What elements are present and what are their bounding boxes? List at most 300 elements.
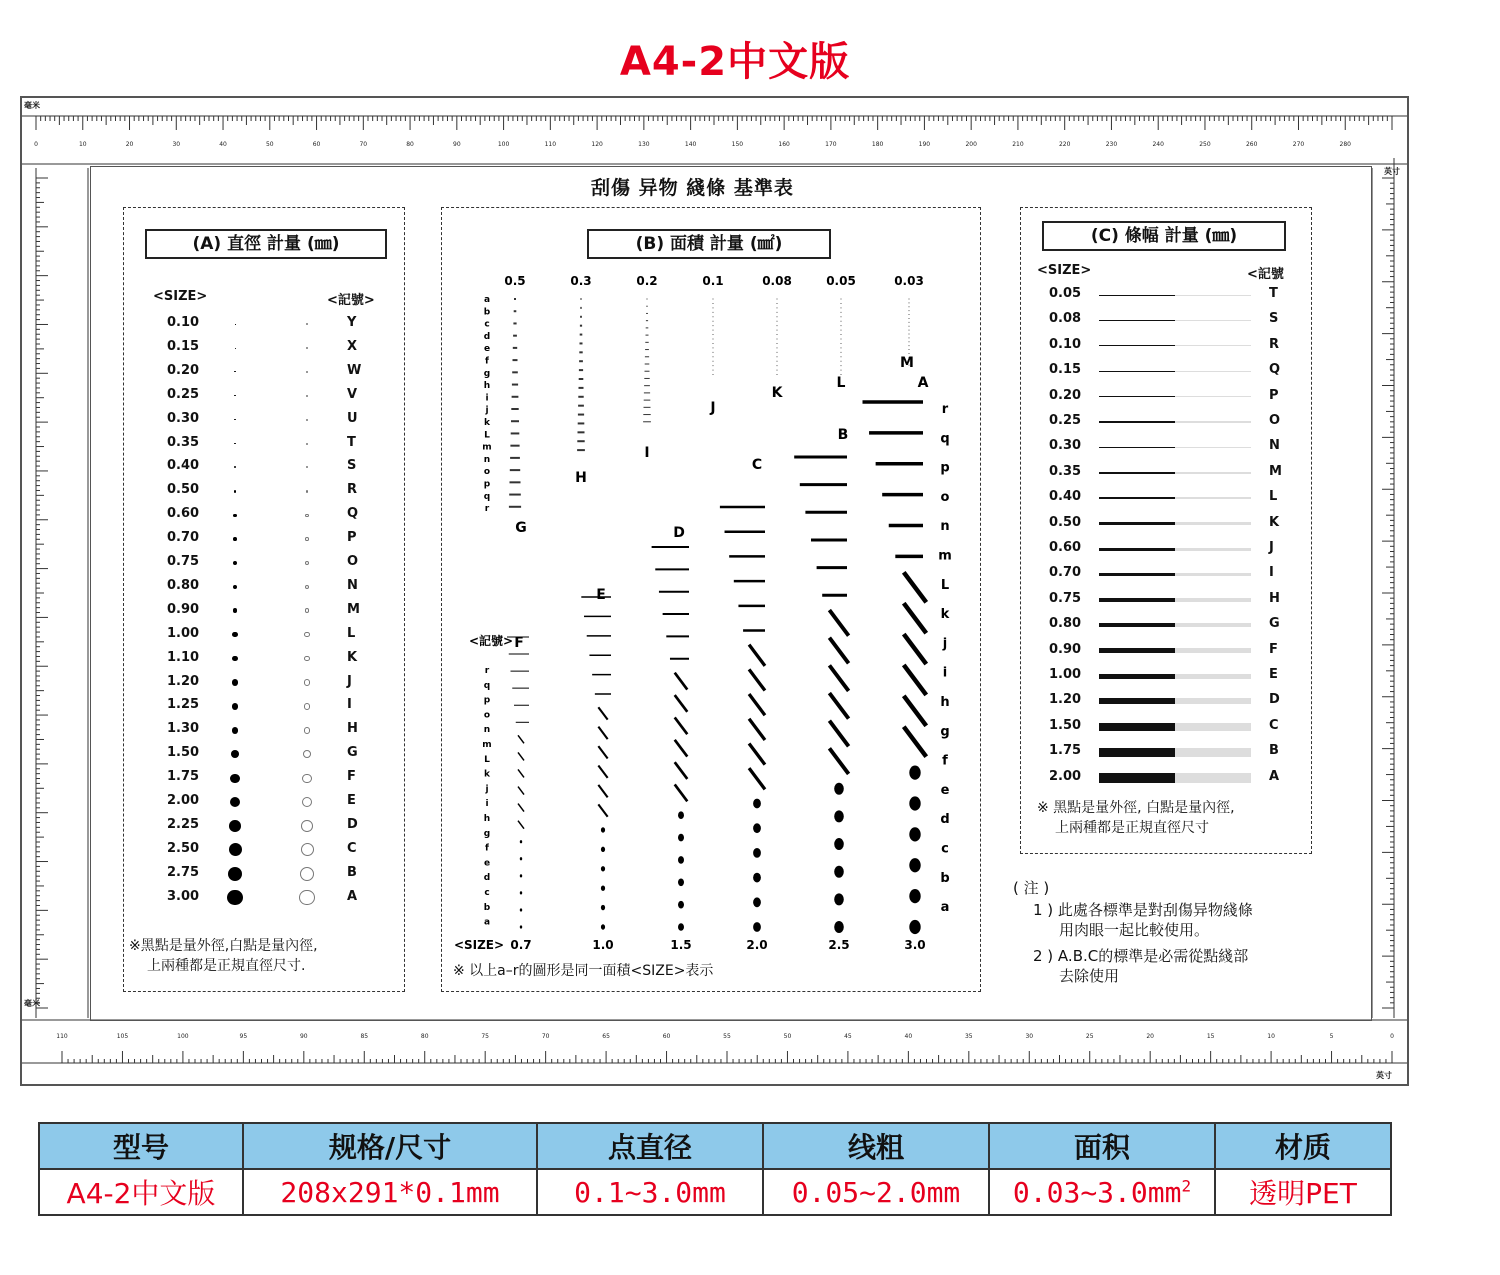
b-figure-dot [753,897,761,907]
b-row-letter-6: g [483,368,491,379]
b-figure-dot [520,874,522,877]
bottom-ruler-label: 20 [1146,1033,1155,1040]
section-a-size-J: 1.20 [167,673,200,689]
spec-table-value-row [39,1169,1391,1215]
line-sample-I [1099,573,1175,577]
section-c-size-C: 1.50 [1049,717,1082,733]
white-dot-I [304,703,311,710]
b-row-letter-8: i [485,393,489,404]
black-dot-H [232,727,239,734]
b-figure-slash [598,727,607,739]
section-b-label: (B) 面積 計量 (㎟) [587,229,831,259]
b-figure-dot [753,823,761,833]
b-bottom-size-4: 2.5 [828,938,850,952]
b-right-letter-r: r [941,402,949,417]
b-figure-dot [834,921,844,933]
line-sample-O [1099,421,1175,422]
top-ruler-label: 190 [918,141,931,148]
section-a-size-V: 0.25 [167,386,200,402]
b-right-letter-m: m [938,548,952,564]
white-dot-F [302,774,311,783]
section-a-mark-M: M [347,601,360,617]
b-left-letter-h: h [483,814,491,824]
line-sample-light-F [1175,648,1251,653]
b-figure-slash [904,665,927,695]
black-dot-D [229,820,241,832]
b-right-letter-q: q [940,431,950,447]
line-sample-light-A [1175,773,1251,783]
line-sample-L [1099,497,1175,499]
section-a-size-K: 1.10 [167,649,200,665]
section-c-size-B: 1.75 [1049,743,1082,759]
white-dot-R [306,490,309,493]
top-ruler-label: 180 [871,141,884,148]
b-figure-dot [601,924,605,929]
b-right-letter-b: b [940,870,950,886]
bottom-ruler-label: 45 [844,1033,852,1040]
b-top-size-2: 0.2 [636,274,658,288]
b-figure-dot [753,922,761,932]
section-c-mark-E: E [1269,667,1278,682]
section-a-size-P: 0.70 [167,530,200,546]
b-figure-dot [753,848,761,858]
b-figure-dot [601,866,605,871]
section-c-mark-D: D [1269,692,1280,708]
section-c-size-I: 0.70 [1049,565,1082,581]
section-c-mark-F: F [1269,641,1278,657]
black-dot-N [233,585,237,589]
b-group-letter-B: B [837,427,849,443]
section-a-mark-L: L [347,625,356,641]
b-figure-dot [678,811,684,819]
bottom-ruler-label: 75 [481,1033,490,1040]
b-right-letter-n: n [940,519,950,535]
b-row-letter-14: o [483,467,491,478]
line-sample-N [1099,447,1175,449]
line-sample-A [1099,773,1175,783]
section-a-mark-W: W [347,362,362,378]
b-figure-dot [520,908,522,911]
b-row-letter-17: r [484,504,490,515]
b-figure-dot [753,799,761,809]
b-figure-slash [829,693,848,719]
line-sample-light-I [1175,573,1251,577]
b-left-letter-k: k [484,769,490,780]
section-c-size-O: 0.25 [1049,413,1082,428]
b-figure-slash [829,748,848,774]
b-left-letter-j: j [485,784,489,795]
bottom-ruler-label: 65 [602,1033,610,1040]
spec-table-header-row [39,1123,1391,1169]
white-dot-U [306,419,308,421]
section-a-size-N: 0.80 [167,577,200,593]
b-figure-dot [520,857,522,860]
top-ruler-label: 70 [359,141,368,148]
section-c-note-1: ※ 黑點是量外徑, 白點是量內徑, [1037,800,1235,816]
section-c-mark-P: P [1269,387,1279,403]
b-left-letter-i: i [485,799,489,810]
line-sample-P [1099,396,1175,397]
top-ruler-label: 160 [778,141,790,148]
section-a-mark-K: K [347,649,358,665]
b-left-letter-c: c [484,888,490,898]
b-row-letter-1: b [483,307,491,318]
section-c-mark-S: S [1269,311,1279,327]
top-ruler-label: 80 [406,141,414,148]
line-sample-F [1099,648,1175,653]
section-c-size-S: 0.08 [1049,311,1082,327]
b-group-letter-H: H [575,470,587,486]
line-sample-T [1099,295,1175,296]
white-dot-P [305,537,309,541]
black-dot-F [230,774,239,783]
bottom-ruler-label: 15 [1206,1033,1215,1040]
b-left-letter-b: b [483,902,491,913]
b-figure-slash [829,721,848,747]
top-ruler-label: 30 [172,141,181,148]
section-a-size-T: 0.35 [167,434,200,450]
bottom-ruler-label: 5 [1329,1033,1334,1040]
section-c-mark-R: R [1269,336,1280,352]
section-c-mark-O: O [1269,413,1281,428]
b-figure-dot [834,838,844,850]
b-figure-dot [601,885,605,890]
b-figure-slash [518,821,524,829]
header-area: 面积 [989,1123,1215,1169]
b-bottom-size-5: 3.0 [904,938,926,952]
b-figure-slash [598,746,607,758]
line-sample-light-P [1175,396,1251,397]
b-figure-slash [518,804,524,812]
b-top-size-3: 0.1 [702,274,724,288]
chart-heading: 刮傷 异物 綫條 基準表 [591,177,794,199]
section-c-mark-A: A [1269,768,1280,784]
line-sample-light-N [1175,447,1251,449]
b-figure-dot [753,873,761,883]
section-a-mark-V: V [347,386,358,402]
top-ruler-label: 220 [1058,141,1071,148]
line-sample-light-J [1175,548,1251,551]
chart-area [90,166,1372,1021]
b-row-letter-5: f [485,356,489,367]
b-left-letter-f: f [485,843,489,854]
b-figure-dot [520,925,522,928]
notes-line-2: 用肉眼一起比較使用。 [1059,921,1210,939]
section-c-size-K: 0.50 [1049,514,1082,530]
section-c-size-M: 0.35 [1049,463,1082,479]
black-dot-Y [235,324,236,325]
header-line-width: 线粗 [763,1123,989,1169]
white-dot-J [304,679,310,685]
section-c-size-G: 0.80 [1049,616,1082,632]
section-c-size-E: 1.00 [1049,667,1082,682]
section-c-size-J: 0.60 [1049,540,1082,555]
line-sample-light-S [1175,320,1251,321]
b-figure-slash [518,752,524,760]
b-figure-slash [904,634,927,664]
b-right-letter-d: d [940,812,950,828]
b-top-size-6: 0.03 [894,274,924,288]
section-a-mark-O: O [347,554,359,569]
b-group-letter-A: A [917,375,929,391]
section-c-mark-N: N [1269,438,1280,454]
spec-table [38,1122,1392,1216]
b-figure-slash [518,735,524,743]
b-figure-slash [675,740,688,757]
b-left-letter-r: r [484,666,490,676]
b-figure-dot [678,901,684,909]
b-figure-slash [675,673,688,690]
section-a-mark-S: S [347,458,357,474]
b-left-letter-e: e [483,858,491,869]
header-size: 规格/尺寸 [243,1123,537,1169]
bottom-ruler-label: 105 [116,1033,129,1040]
section-a-mark-R: R [347,482,358,498]
b-left-letter-o: o [483,710,491,721]
white-dot-D [301,820,313,832]
line-sample-H [1099,598,1175,602]
section-c-size-header: <SIZE> [1037,263,1092,278]
bottom-ruler-label: 25 [1085,1033,1094,1040]
section-c-note-2: 上兩種都是正規直徑尺寸 [1055,820,1209,836]
value-size: 208x291*0.1mm [243,1169,537,1215]
section-c-mark-Q: Q [1269,362,1281,378]
b-figure-dot [520,891,522,894]
section-a-mark-I: I [347,697,352,713]
bottom-ruler-label: 55 [723,1033,731,1040]
section-c-mark-L: L [1269,489,1278,505]
b-figure-slash [518,769,524,777]
section-a-size-W: 0.20 [167,362,200,378]
white-dot-A [299,890,315,906]
b-figure-dot [834,783,844,795]
b-right-letter-j: j [942,636,948,652]
b-figure-dot [834,893,844,905]
section-c-label: (C) 條幅 計量 (㎜) [1042,221,1286,251]
b-figure-slash [904,727,927,757]
reference-sheet [20,96,1409,1086]
section-a-size-U: 0.30 [167,410,200,426]
b-left-letter-n: n [483,725,491,736]
line-sample-light-T [1175,295,1251,296]
line-sample-light-O [1175,421,1251,422]
section-c-size-N: 0.30 [1049,438,1082,454]
white-dot-T [306,443,308,445]
corner-label-bottom-left: 毫米 [24,999,40,1008]
section-a-size-G: 1.50 [167,745,200,761]
header-dot-diameter: 点直径 [537,1123,763,1169]
b-figure-slash [598,766,607,778]
section-c-size-D: 1.20 [1049,692,1082,708]
line-sample-K [1099,522,1175,525]
b-figure-slash [829,665,848,691]
section-a-size-L: 1.00 [167,625,200,641]
value-area-text: 0.03~3.0mm [1012,1175,1182,1209]
section-a-note-1: ※黑點是量外徑,白點是量內徑, [129,938,318,954]
b-figure-slash [675,695,688,712]
black-dot-J [232,679,238,685]
b-group-letter-C: C [751,457,763,473]
top-ruler-label: 210 [1012,141,1024,148]
white-dot-G [303,750,311,758]
line-sample-E [1099,674,1175,679]
b-bottom-size-0: 0.7 [510,938,532,952]
bottom-ruler-label: 10 [1267,1033,1275,1040]
section-a-size-I: 1.25 [167,697,200,713]
line-sample-M [1099,472,1175,474]
notes-line-4: 去除使用 [1059,967,1120,985]
section-a-size-Q: 0.60 [167,506,200,522]
black-dot-Q [233,514,236,517]
b-left-letter-a: a [483,917,491,928]
section-a-size-O: 0.75 [167,554,200,569]
b-right-letter-L: L [940,577,950,593]
b-group-letter-K: K [771,385,783,401]
black-dot-I [232,703,239,710]
white-dot-H [304,727,311,734]
b-figure-dot [601,827,605,832]
white-dot-X [306,347,308,349]
section-a-mark-J: J [347,673,352,689]
b-group-letter-I: I [644,445,650,461]
top-ruler-label: 130 [638,141,650,148]
b-bottom-size-3: 2.0 [746,938,768,952]
b-figure-slash [749,719,765,740]
section-c-mark-T: T [1269,286,1278,301]
b-figure-dot [909,889,920,903]
section-a-mark-U: U [347,410,358,426]
b-figure-slash [829,610,848,636]
section-a-note-2: 上兩種都是正規直徑尺寸. [147,958,306,974]
section-a-size-M: 0.90 [167,601,200,617]
b-row-letter-9: j [485,405,489,416]
value-line-width: 0.05~2.0mm [763,1169,989,1215]
b-left-letter-L: L [484,754,490,765]
b-figure-slash [598,707,607,719]
corner-label-top-left: 毫米 [24,101,40,110]
section-a-mark-P: P [347,530,357,546]
line-sample-G [1099,623,1175,627]
section-c-size-L: 0.40 [1049,489,1082,505]
b-row-letter-10: k [484,418,490,428]
b-figure-slash [598,785,607,797]
top-ruler-label: 260 [1245,141,1258,148]
b-top-size-1: 0.3 [570,274,592,288]
section-a-mark-B: B [347,864,357,880]
line-sample-light-B [1175,748,1251,757]
section-c-size-T: 0.05 [1049,286,1082,301]
bottom-ruler-label: 85 [360,1033,369,1040]
b-figure-dot [909,796,920,810]
top-ruler-label: 170 [825,141,837,148]
b-right-letter-e: e [940,782,950,798]
b-figure-dot [909,920,920,934]
section-a-size-S: 0.40 [167,458,200,474]
top-ruler-label: 100 [497,141,510,148]
b-left-letter-m: m [482,740,492,750]
section-a-mark-D: D [347,816,358,832]
top-ruler-label: 280 [1339,141,1351,148]
notes-line-3: 2 ) A.B.C的標準是必需從點綫部 [1033,947,1249,965]
line-sample-J [1099,548,1175,551]
section-a-mark-F: F [347,769,356,785]
line-sample-light-L [1175,497,1251,499]
bottom-ruler-label: 100 [177,1033,189,1040]
top-ruler-label: 20 [125,141,134,148]
header-material: 材质 [1215,1123,1391,1169]
white-dot-W [306,371,308,373]
black-dot-R [234,490,237,493]
b-figure-dot [678,878,684,886]
b-group-letter-J: J [710,400,716,416]
line-sample-C [1099,723,1175,731]
section-a-mark-Y: Y [347,315,357,330]
value-area-superscript: 2 [1181,1176,1192,1196]
white-dot-O [305,561,309,565]
notes-line-1: 1 ) 此處各標準是對刮傷异物綫條 [1033,901,1253,919]
section-a-mark-E: E [347,793,356,808]
section-a-mark-N: N [347,577,358,593]
line-sample-light-Q [1175,371,1251,372]
line-sample-D [1099,698,1175,704]
section-a-mark-C: C [347,840,357,856]
section-a-size-header: <SIZE> [153,289,208,304]
section-a-size-H: 1.30 [167,721,200,737]
b-row-letter-12: m [482,442,492,453]
b-figure-slash [749,743,765,764]
b-row-letter-7: h [483,381,491,392]
bottom-ruler-label: 70 [541,1033,550,1040]
corner-label-top-right: 英寸 [1384,167,1400,176]
b-group-letter-L: L [836,375,846,391]
b-group-letter-M: M [900,355,914,371]
white-dot-Q [305,514,308,517]
line-sample-light-M [1175,472,1251,474]
section-c-mark-K: K [1269,514,1280,530]
section-c-mark-header: <記號 [1247,267,1284,282]
b-figure-slash [904,696,927,726]
top-ruler-label: 230 [1105,141,1118,148]
top-ruler-label: 150 [731,141,744,148]
notes-header: ( 注 ) [1013,879,1050,897]
section-a-size-Y: 0.10 [167,315,200,330]
b-row-letter-15: p [483,479,491,490]
section-c-mark-M: M [1269,463,1282,479]
top-ruler-label: 10 [78,141,87,148]
header-model: 型号 [39,1123,243,1169]
b-left-letter-p: p [483,695,491,706]
section-c-size-Q: 0.15 [1049,362,1082,378]
b-figure-dot [834,866,844,878]
b-figure-slash [749,669,765,690]
b-row-letter-11: L [484,430,490,441]
b-figure-slash [749,768,765,789]
b-size-header: <SIZE> [453,938,505,952]
black-dot-A [227,890,243,906]
value-material: 透明PET [1215,1169,1391,1215]
bottom-ruler-label: 110 [56,1033,68,1040]
b-row-letter-16: q [483,491,491,502]
section-a-mark-header: <記號> [327,293,375,308]
b-figure-slash [675,717,688,734]
bottom-ruler-label: 40 [904,1033,913,1040]
white-dot-B [300,867,314,881]
top-ruler-label: 50 [265,141,274,148]
b-group-letter-F: F [514,635,524,651]
b-figure-slash [675,784,688,801]
b-figure-slash [749,645,765,666]
b-figure-slash [829,638,848,664]
